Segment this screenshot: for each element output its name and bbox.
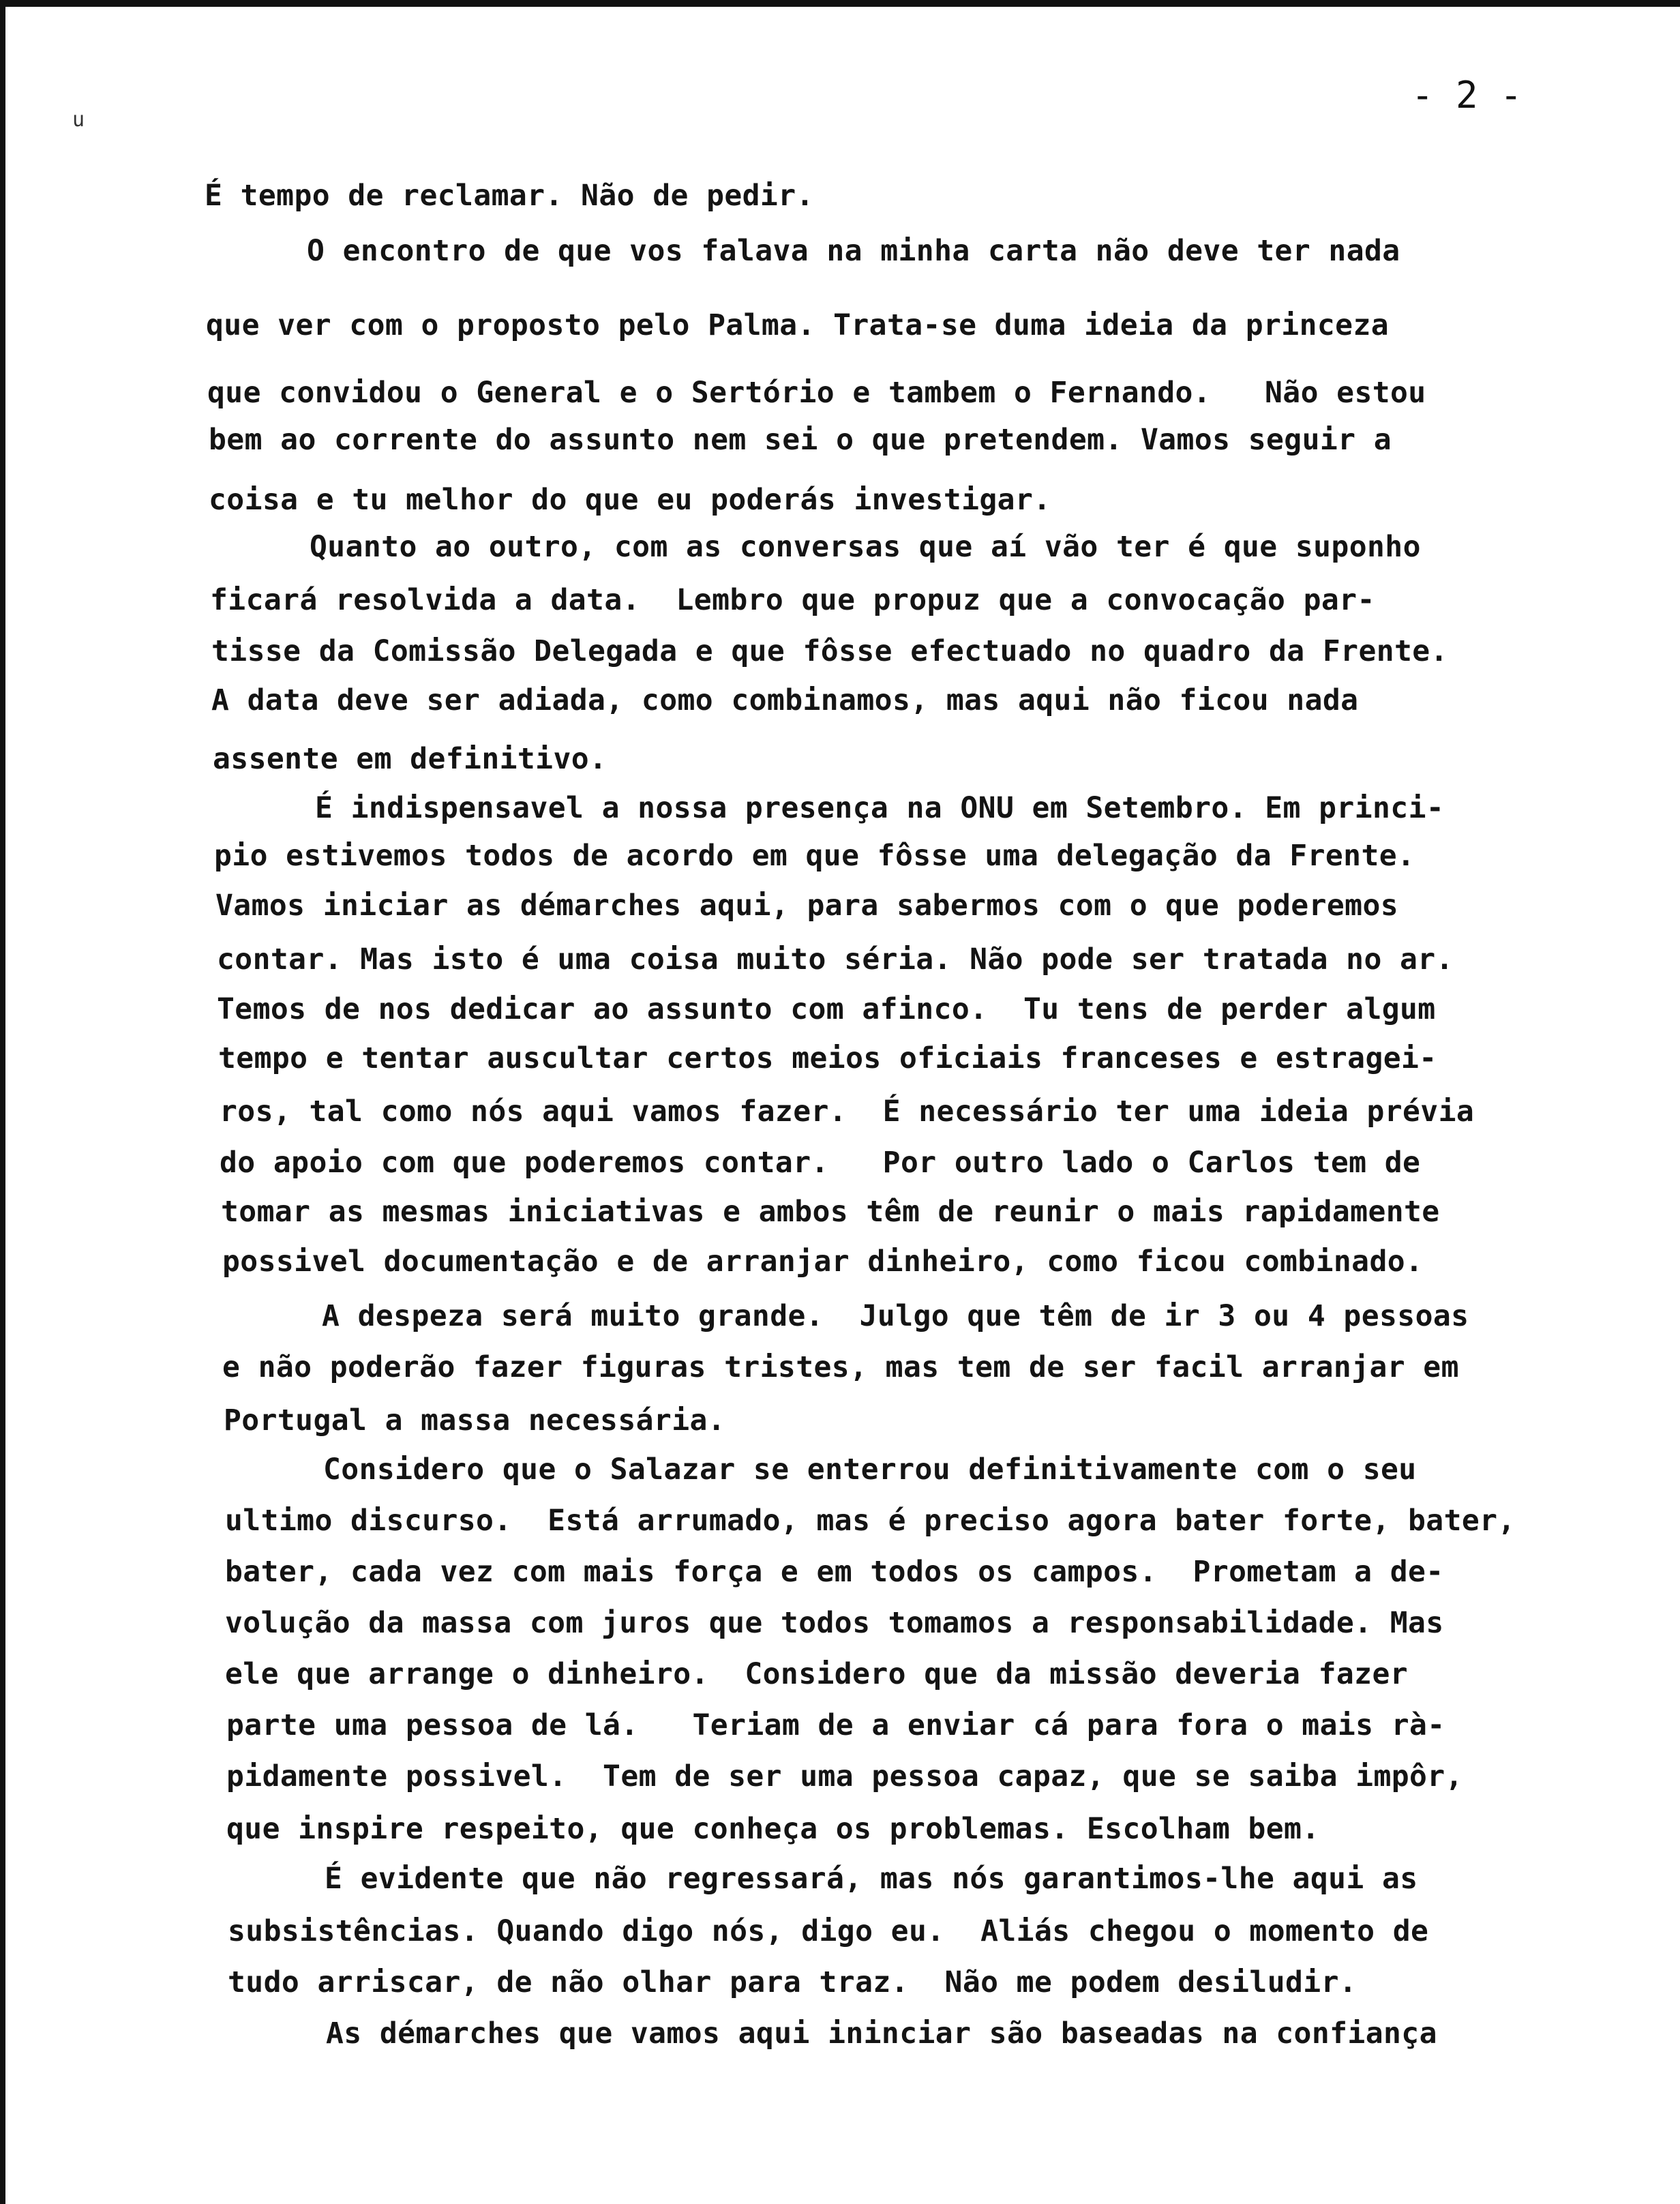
text-line: ficará resolvida a data. Lembro que propuz que a convocação par- — [210, 583, 1375, 617]
text-line: tomar as mesmas iniciativas e ambos têm de reunir o mais rapidamente — [221, 1195, 1440, 1229]
text-line: A data deve ser adiada, como combinamos, mas aqui não ficou nada — [211, 683, 1359, 717]
text-line: coisa e tu melhor do que eu poderás investigar. — [209, 483, 1051, 517]
text-line: que inspire respeito, que conheça os problemas. Escolham bem. — [226, 1812, 1320, 1846]
text-line: bem ao corrente do assunto nem sei o que pretendem. Vamos seguir a — [209, 423, 1392, 457]
text-line: Portugal a massa necessária. — [224, 1403, 726, 1438]
text-line: ultimo discurso. Está arrumado, mas é preciso agora bater forte, bater, — [225, 1504, 1516, 1538]
text-line: bater, cada vez com mais força e em todos os campos. Prometam a de- — [225, 1555, 1444, 1589]
text-line: Vamos iniciar as démarches aqui, para sabermos com o que poderemos — [215, 889, 1399, 923]
text-line: do apoio com que poderemos contar. Por outro lado o Carlos tem de — [220, 1146, 1421, 1180]
text-line: Considero que o Salazar se enterrou definitivamente com o seu — [323, 1453, 1417, 1487]
text-line: O encontro de que vos falava na minha carta não deve ter nada — [307, 234, 1400, 268]
text-line: que ver com o proposto pelo Palma. Trata-se duma ideia da princeza — [206, 308, 1390, 342]
text-line: contar. Mas isto é uma coisa muito séria. Não pode ser tratada no ar. — [217, 942, 1454, 977]
text-line: tisse da Comissão Delegada e que fôsse efectuado no quadro da Frente. — [211, 634, 1448, 668]
text-line: ros, tal como nós aqui vamos fazer. É necessário ter uma ideia prévia — [220, 1094, 1475, 1129]
text-line: É evidente que não regressará, mas nós garantimos-lhe aqui as — [325, 1862, 1418, 1896]
text-line: É indispensavel a nossa presença na ONU em Setembro. Em princi- — [315, 791, 1445, 825]
text-line: pidamente possivel. Tem de ser uma pessoa capaz, que se saiba impôr, — [226, 1759, 1463, 1793]
text-line: tempo e tentar auscultar certos meios oficiais franceses e estragei- — [218, 1041, 1437, 1075]
text-line: que convidou o General e o Sertório e tambem o Fernando. Não estou — [207, 376, 1426, 410]
margin-mark: u — [72, 108, 85, 132]
text-line: assente em definitivo. — [213, 742, 608, 776]
text-line: ele que arrange o dinheiro. Considero que da missão deveria fazer — [225, 1657, 1409, 1691]
text-line: tudo arriscar, de não olhar para traz. Não me podem desiludir. — [228, 1965, 1358, 1999]
text-line: subsistências. Quando digo nós, digo eu. Aliás chegou o momento de — [228, 1914, 1429, 1948]
text-line: As démarches que vamos aqui ininciar são baseadas na confiança — [326, 2016, 1437, 2051]
text-line: pio estivemos todos de acordo em que fôsse uma delegação da Frente. — [214, 839, 1415, 873]
text-line: e não poderão fazer figuras tristes, mas tem de ser facil arranjar em — [222, 1350, 1459, 1384]
text-line: parte uma pessoa de lá. Teriam de a enviar cá para fora o mais rà- — [226, 1708, 1445, 1742]
text-line: Quanto ao outro, com as conversas que aí vão ter é que suponho — [310, 530, 1421, 564]
text-line: A despeza será muito grande. Julgo que têm de ir 3 ou 4 pessoas — [322, 1299, 1469, 1333]
page-number: - 2 - — [1411, 74, 1522, 117]
text-line: volução da massa com juros que todos tomamos a responsabilidade. Mas — [225, 1606, 1444, 1640]
text-line: Temos de nos dedicar ao assunto com afinco. Tu tens de perder algum — [217, 992, 1436, 1026]
text-line: possivel documentação e de arranjar dinheiro, como ficou combinado. — [222, 1245, 1424, 1279]
text-line: É tempo de reclamar. Não de pedir. — [205, 179, 814, 213]
